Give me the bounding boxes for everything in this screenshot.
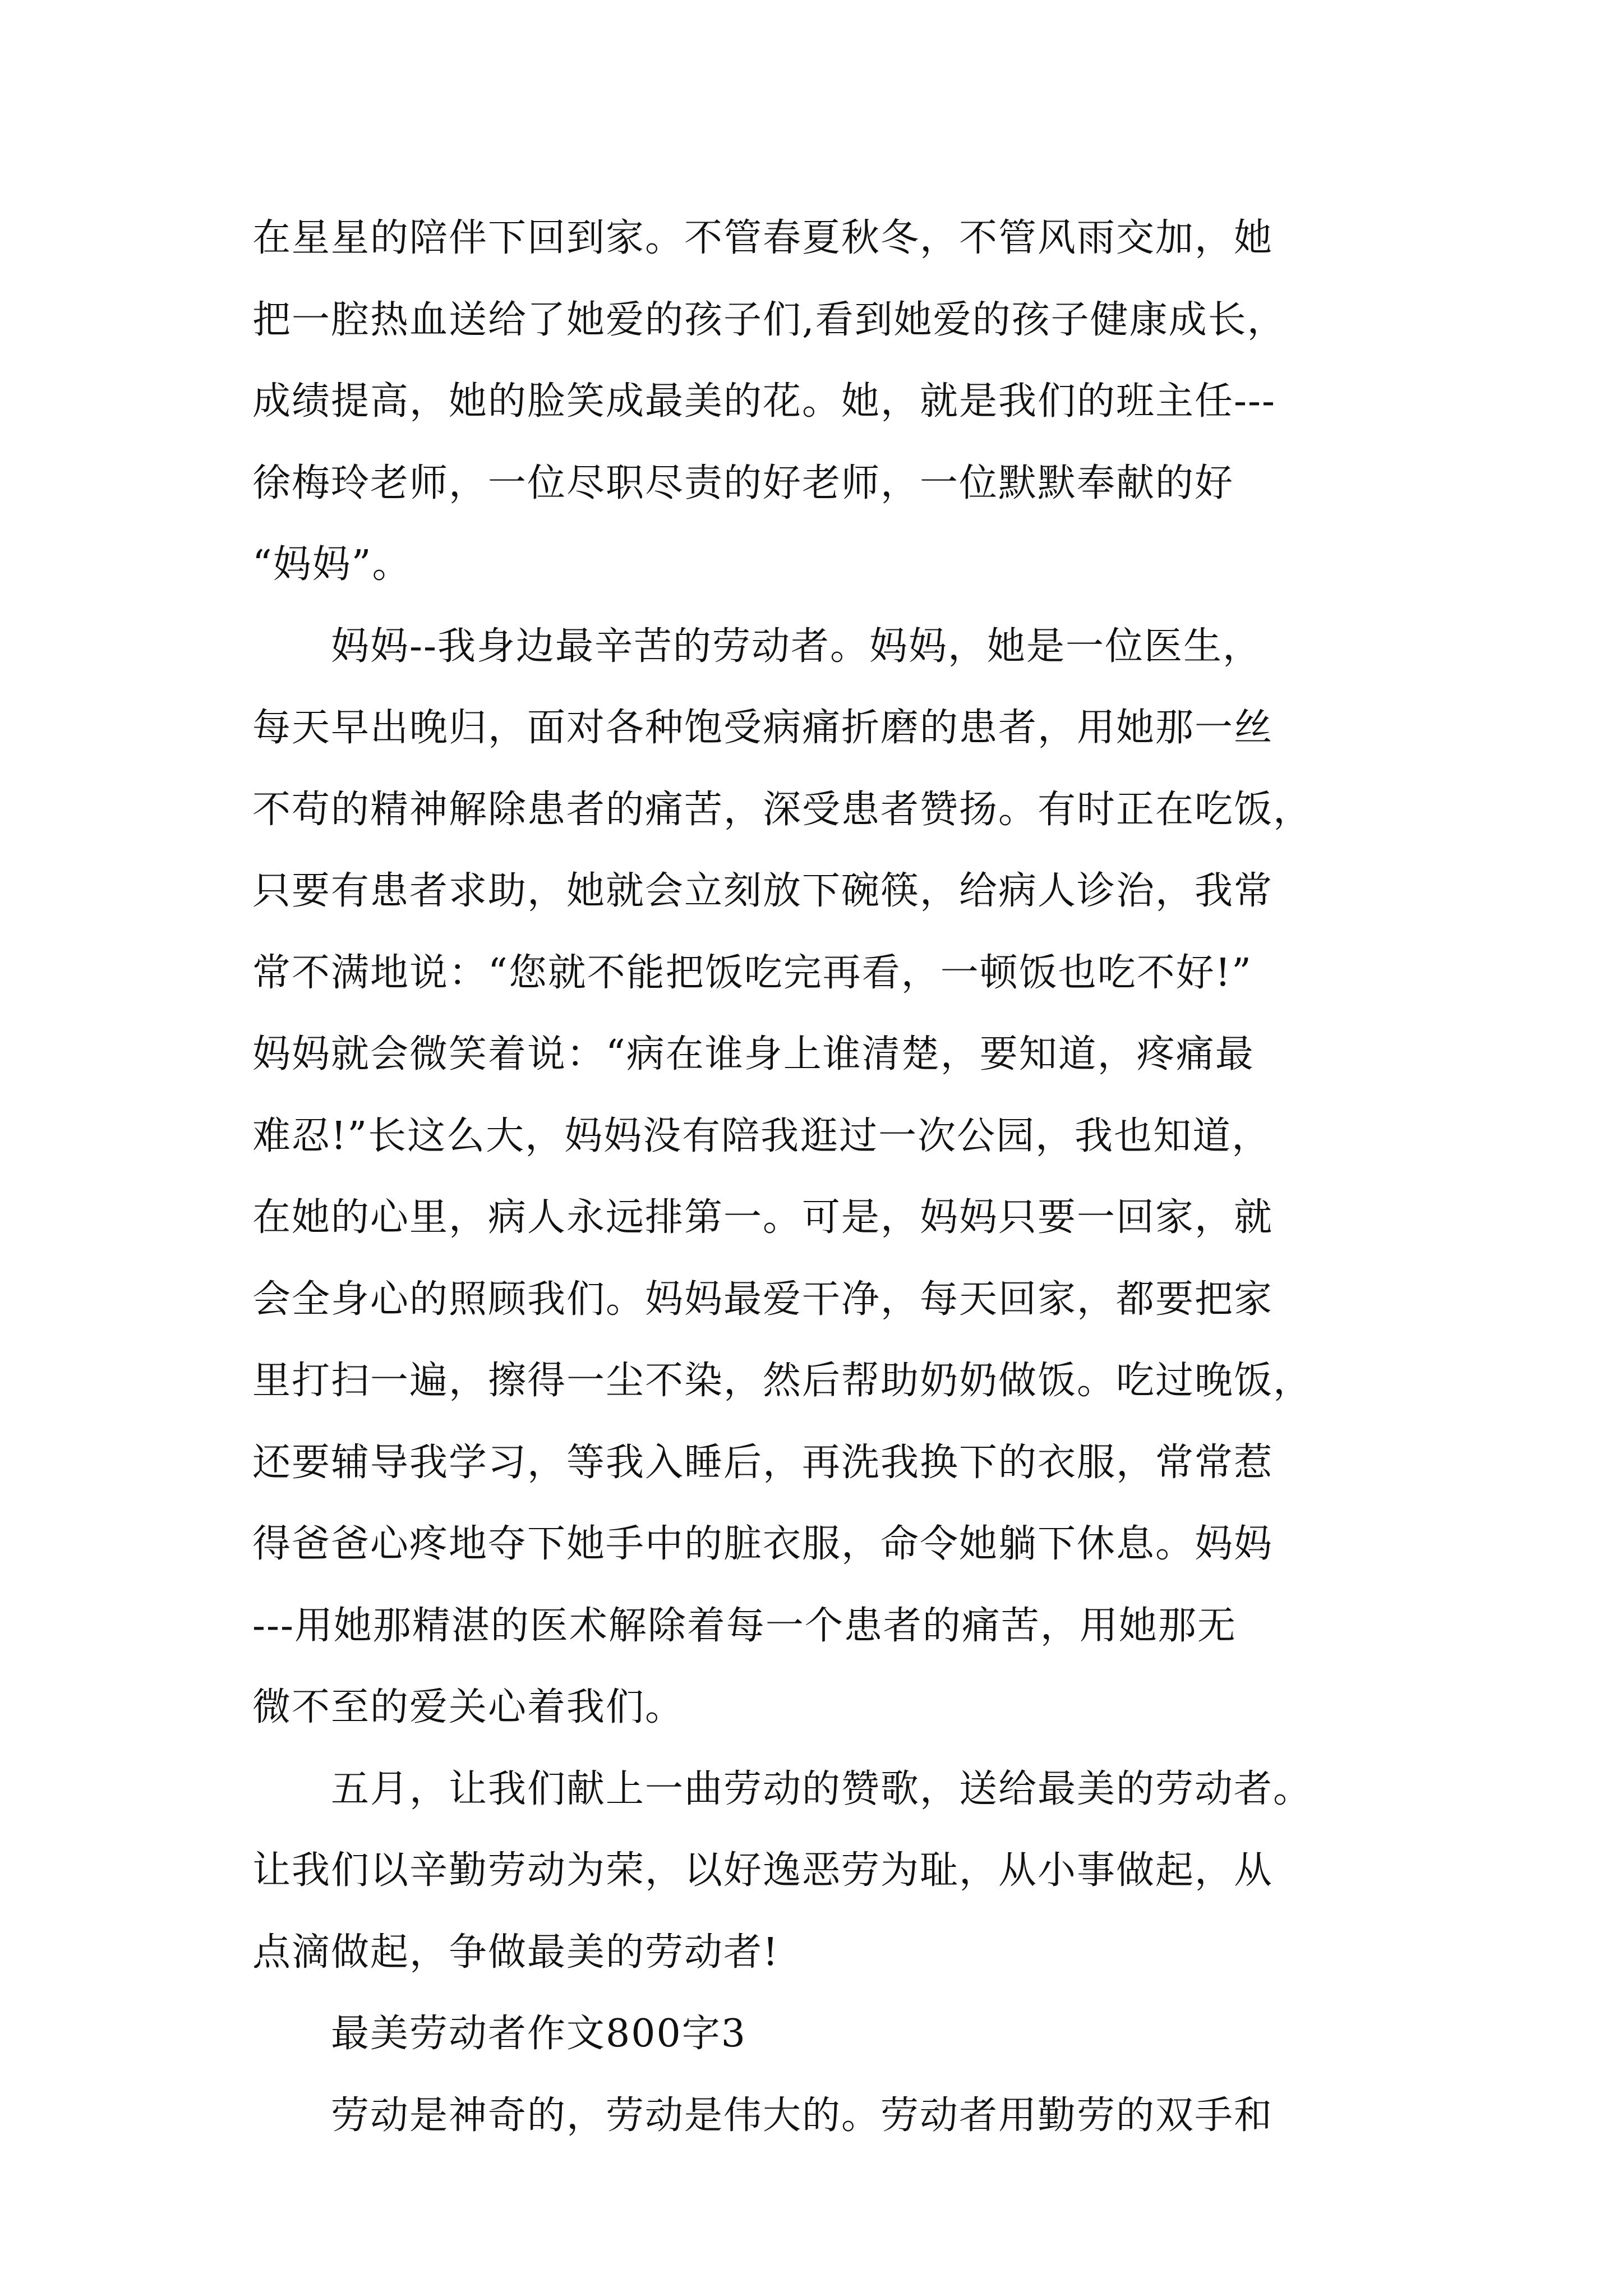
text-line: 里打扫一遍，擦得一尘不染，然后帮助奶奶做饭。吃过晚饭， [252,1359,1313,1403]
text-line: ---用她那精湛的医术解除着每一个患者的痛苦，用她那无 [252,1603,1237,1648]
text-line: 会全身心的照顾我们。妈妈最爱干净，每天回家，都要把家 [252,1277,1274,1322]
text-line: 得爸爸心疼地夺下她手中的脏衣服，命令她躺下休息。妈妈 [252,1522,1274,1566]
text-line: 在星星的陪伴下回到家。不管春夏秋冬，不管风雨交加，她 [252,216,1274,260]
text-line: 常不满地说：“您就不能把饭吃完再看，一顿饭也吃不好!” [252,950,1252,995]
text-line: 妈妈就会微笑着说：“病在谁身上谁清楚，要知道，疼痛最 [252,1032,1255,1076]
text-line: 劳动是神奇的，劳动是伟大的。劳动者用勤劳的双手和 [252,2093,1274,2138]
text-line: 妈妈--我身边最辛苦的劳动者。妈妈，她是一位医生， [252,624,1262,669]
text-line: 成绩提高，她的脸笑成最美的花。她，就是我们的班主任--- [252,379,1276,424]
text-line: “妈妈”。 [252,542,412,587]
text-line: 不苟的精神解除患者的痛苦，深受患者赞扬。有时正在吃饭， [252,787,1313,832]
text-line: 微不至的爱关心着我们。 [252,1685,685,1729]
text-line: 在她的心里，病人永远排第一。可是，妈妈只要一回家，就 [252,1195,1274,1240]
section-heading: 最美劳动者作文800字3 [252,2012,747,2056]
text-line: 只要有患者求助，她就会立刻放下碗筷，给病人诊治，我常 [252,869,1274,913]
text-line: 让我们以辛勤劳动为荣，以好逸恶劳为耻，从小事做起，从 [252,1848,1274,1893]
text-line: 每天早出晚归，面对各种饱受病痛折磨的患者，用她那一丝 [252,706,1274,750]
text-line: 难忍!”长这么大，妈妈没有陪我逛过一次公园，我也知道， [252,1114,1271,1158]
text-line: 把一腔热血送给了她爱的孩子们,看到她爱的孩子健康成长， [252,297,1287,342]
text-line: 还要辅导我学习，等我入睡后，再洗我换下的衣服，常常惹 [252,1440,1274,1485]
text-line: 五月，让我们献上一曲劳动的赞歌，送给最美的劳动者。 [252,1766,1313,1811]
text-line: 点滴做起，争做最美的劳动者! [252,1930,780,1975]
document-body [252,197,1441,2156]
text-line: 徐梅玲老师，一位尽职尽责的好老师，一位默默奉献的好 [252,461,1234,505]
